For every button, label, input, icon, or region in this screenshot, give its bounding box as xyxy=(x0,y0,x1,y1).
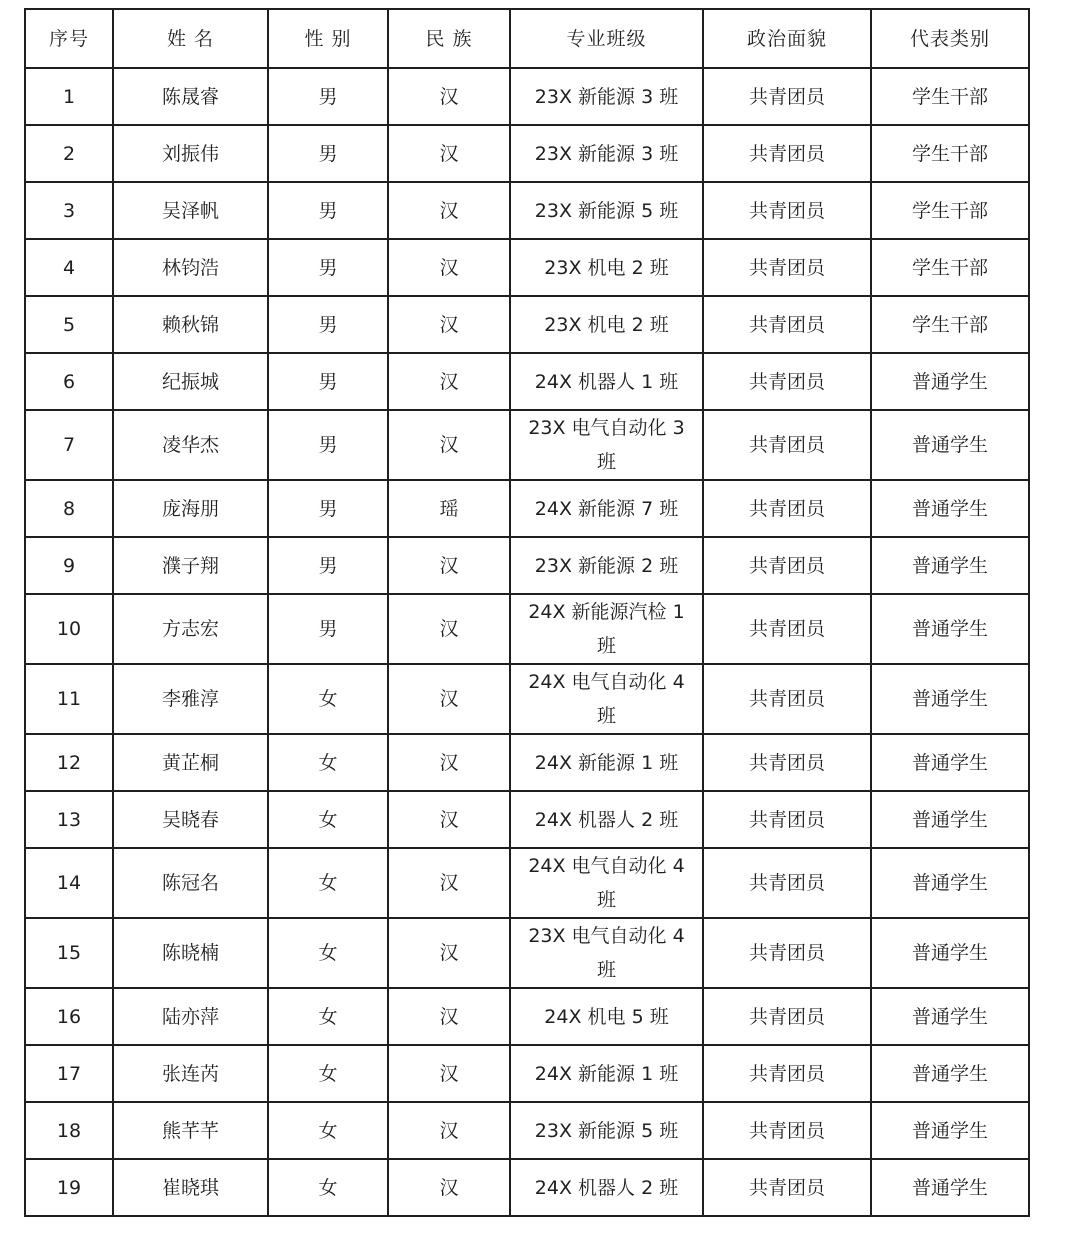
header-gender: 性 别 xyxy=(268,9,388,68)
category-cell: 学生干部 xyxy=(871,68,1029,125)
category-cell: 普通学生 xyxy=(871,664,1029,734)
name-cell: 刘振伟 xyxy=(113,125,268,182)
political-status-cell: 共青团员 xyxy=(703,239,871,296)
category-cell: 普通学生 xyxy=(871,537,1029,594)
category-cell: 普通学生 xyxy=(871,988,1029,1045)
name-cell: 凌华杰 xyxy=(113,410,268,480)
major-class-text: 23X 新能源 3 班 xyxy=(534,85,679,108)
name-cell: 陈冠名 xyxy=(113,848,268,918)
category-cell: 普通学生 xyxy=(871,594,1029,664)
major-class-text: 24X 新能源汽检 1 班 xyxy=(528,601,685,657)
political-status-cell: 共青团员 xyxy=(703,182,871,239)
name-cell: 庞海朋 xyxy=(113,480,268,537)
ethnicity-cell: 汉 xyxy=(388,296,510,353)
political-status-cell: 共青团员 xyxy=(703,988,871,1045)
table-row xyxy=(25,239,1029,296)
representative-roster xyxy=(24,8,1028,1217)
name-cell: 林钧浩 xyxy=(113,239,268,296)
name-cell: 吴晓春 xyxy=(113,791,268,848)
ethnicity-cell: 汉 xyxy=(388,537,510,594)
header-name: 姓 名 xyxy=(113,9,268,68)
serial-number-cell: 14 xyxy=(25,848,113,918)
serial-number-cell: 3 xyxy=(25,182,113,239)
ethnicity-cell: 汉 xyxy=(388,848,510,918)
major-class-cell xyxy=(510,125,703,182)
major-class-cell xyxy=(510,848,703,918)
major-class-cell xyxy=(510,480,703,537)
gender-cell: 女 xyxy=(268,918,388,988)
gender-cell: 女 xyxy=(268,848,388,918)
political-status-cell: 共青团员 xyxy=(703,734,871,791)
major-class-cell xyxy=(510,1159,703,1216)
name-cell: 方志宏 xyxy=(113,594,268,664)
major-class-cell xyxy=(510,988,703,1045)
ethnicity-cell: 汉 xyxy=(388,594,510,664)
table-row xyxy=(25,791,1029,848)
major-class-cell xyxy=(510,537,703,594)
category-cell: 学生干部 xyxy=(871,125,1029,182)
serial-number-cell: 17 xyxy=(25,1045,113,1102)
ethnicity-cell: 汉 xyxy=(388,182,510,239)
political-status-cell: 共青团员 xyxy=(703,537,871,594)
major-class-text: 23X 电气自动化 4 班 xyxy=(528,925,685,981)
ethnicity-cell: 汉 xyxy=(388,1159,510,1216)
serial-number-cell: 18 xyxy=(25,1102,113,1159)
name-cell: 陈晟睿 xyxy=(113,68,268,125)
gender-cell: 男 xyxy=(268,239,388,296)
name-cell: 陆亦萍 xyxy=(113,988,268,1045)
gender-cell: 女 xyxy=(268,1045,388,1102)
name-cell: 陈晓楠 xyxy=(113,918,268,988)
ethnicity-cell: 汉 xyxy=(388,1102,510,1159)
major-class-text: 24X 机电 5 班 xyxy=(544,1005,669,1028)
ethnicity-cell: 汉 xyxy=(388,353,510,410)
political-status-cell: 共青团员 xyxy=(703,410,871,480)
gender-cell: 女 xyxy=(268,1159,388,1216)
category-cell: 普通学生 xyxy=(871,1102,1029,1159)
table-row xyxy=(25,353,1029,410)
category-cell: 学生干部 xyxy=(871,182,1029,239)
serial-number-cell: 4 xyxy=(25,239,113,296)
table-row xyxy=(25,182,1029,239)
gender-cell: 男 xyxy=(268,410,388,480)
serial-number-cell: 11 xyxy=(25,664,113,734)
header-representative-category: 代表类别 xyxy=(871,9,1029,68)
major-class-cell xyxy=(510,1045,703,1102)
political-status-cell: 共青团员 xyxy=(703,664,871,734)
serial-number-cell: 7 xyxy=(25,410,113,480)
table-row xyxy=(25,1159,1029,1216)
ethnicity-cell: 汉 xyxy=(388,68,510,125)
table-row xyxy=(25,296,1029,353)
major-class-text: 23X 新能源 2 班 xyxy=(534,554,679,577)
major-class-text: 23X 机电 2 班 xyxy=(544,313,669,336)
ethnicity-cell: 汉 xyxy=(388,988,510,1045)
table-row xyxy=(25,734,1029,791)
table-row xyxy=(25,1045,1029,1102)
serial-number-cell: 16 xyxy=(25,988,113,1045)
gender-cell: 男 xyxy=(268,353,388,410)
major-class-cell xyxy=(510,664,703,734)
gender-cell: 女 xyxy=(268,791,388,848)
political-status-cell: 共青团员 xyxy=(703,1045,871,1102)
major-class-text: 23X 新能源 3 班 xyxy=(534,142,679,165)
ethnicity-cell: 汉 xyxy=(388,239,510,296)
major-class-text: 23X 机电 2 班 xyxy=(544,256,669,279)
category-cell: 学生干部 xyxy=(871,296,1029,353)
major-class-cell xyxy=(510,239,703,296)
name-cell: 李雅淳 xyxy=(113,664,268,734)
name-cell: 黄芷桐 xyxy=(113,734,268,791)
major-class-text: 24X 电气自动化 4 班 xyxy=(528,855,685,911)
major-class-cell xyxy=(510,68,703,125)
category-cell: 普通学生 xyxy=(871,734,1029,791)
political-status-cell: 共青团员 xyxy=(703,918,871,988)
political-status-cell: 共青团员 xyxy=(703,1159,871,1216)
name-cell: 纪振城 xyxy=(113,353,268,410)
major-class-cell xyxy=(510,353,703,410)
major-class-cell xyxy=(510,1102,703,1159)
category-cell: 学生干部 xyxy=(871,239,1029,296)
name-cell: 赖秋锦 xyxy=(113,296,268,353)
roster-table xyxy=(24,8,1030,1217)
table-row xyxy=(25,480,1029,537)
major-class-cell xyxy=(510,410,703,480)
table-row xyxy=(25,918,1029,988)
gender-cell: 男 xyxy=(268,594,388,664)
table-row xyxy=(25,594,1029,664)
name-cell: 张连芮 xyxy=(113,1045,268,1102)
gender-cell: 男 xyxy=(268,537,388,594)
serial-number-cell: 10 xyxy=(25,594,113,664)
major-class-cell xyxy=(510,791,703,848)
major-class-cell xyxy=(510,296,703,353)
ethnicity-cell: 汉 xyxy=(388,918,510,988)
ethnicity-cell: 瑶 xyxy=(388,480,510,537)
ethnicity-cell: 汉 xyxy=(388,1045,510,1102)
gender-cell: 女 xyxy=(268,664,388,734)
major-class-cell xyxy=(510,734,703,791)
category-cell: 普通学生 xyxy=(871,918,1029,988)
gender-cell: 男 xyxy=(268,480,388,537)
header-major-class: 专业班级 xyxy=(510,9,703,68)
major-class-text: 24X 机器人 2 班 xyxy=(534,1176,679,1199)
table-row xyxy=(25,1102,1029,1159)
political-status-cell: 共青团员 xyxy=(703,68,871,125)
major-class-cell xyxy=(510,594,703,664)
gender-cell: 女 xyxy=(268,734,388,791)
gender-cell: 女 xyxy=(268,1102,388,1159)
major-class-cell xyxy=(510,182,703,239)
table-row xyxy=(25,68,1029,125)
political-status-cell: 共青团员 xyxy=(703,594,871,664)
ethnicity-cell: 汉 xyxy=(388,664,510,734)
serial-number-cell: 6 xyxy=(25,353,113,410)
major-class-cell xyxy=(510,918,703,988)
political-status-cell: 共青团员 xyxy=(703,791,871,848)
major-class-text: 24X 新能源 1 班 xyxy=(534,751,679,774)
header-serial-number: 序号 xyxy=(25,9,113,68)
name-cell: 濮子翔 xyxy=(113,537,268,594)
gender-cell: 男 xyxy=(268,182,388,239)
serial-number-cell: 2 xyxy=(25,125,113,182)
gender-cell: 男 xyxy=(268,68,388,125)
table-body xyxy=(25,68,1029,1216)
category-cell: 普通学生 xyxy=(871,353,1029,410)
table-row xyxy=(25,410,1029,480)
table-row xyxy=(25,848,1029,918)
table-header-row xyxy=(25,9,1029,68)
ethnicity-cell: 汉 xyxy=(388,734,510,791)
serial-number-cell: 5 xyxy=(25,296,113,353)
category-cell: 普通学生 xyxy=(871,410,1029,480)
political-status-cell: 共青团员 xyxy=(703,296,871,353)
category-cell: 普通学生 xyxy=(871,1159,1029,1216)
name-cell: 熊芊芊 xyxy=(113,1102,268,1159)
category-cell: 普通学生 xyxy=(871,1045,1029,1102)
ethnicity-cell: 汉 xyxy=(388,410,510,480)
header-political-status: 政治面貌 xyxy=(703,9,871,68)
serial-number-cell: 8 xyxy=(25,480,113,537)
table-row xyxy=(25,664,1029,734)
major-class-text: 24X 新能源 7 班 xyxy=(534,497,679,520)
category-cell: 普通学生 xyxy=(871,791,1029,848)
major-class-text: 23X 电气自动化 3 班 xyxy=(528,417,685,473)
gender-cell: 男 xyxy=(268,296,388,353)
serial-number-cell: 12 xyxy=(25,734,113,791)
major-class-text: 23X 新能源 5 班 xyxy=(534,1119,679,1142)
gender-cell: 男 xyxy=(268,125,388,182)
ethnicity-cell: 汉 xyxy=(388,791,510,848)
ethnicity-cell: 汉 xyxy=(388,125,510,182)
major-class-text: 24X 机器人 1 班 xyxy=(534,370,679,393)
political-status-cell: 共青团员 xyxy=(703,125,871,182)
political-status-cell: 共青团员 xyxy=(703,848,871,918)
table-row xyxy=(25,125,1029,182)
category-cell: 普通学生 xyxy=(871,848,1029,918)
major-class-text: 24X 电气自动化 4 班 xyxy=(528,671,685,727)
major-class-text: 23X 新能源 5 班 xyxy=(534,199,679,222)
table-row xyxy=(25,537,1029,594)
political-status-cell: 共青团员 xyxy=(703,480,871,537)
category-cell: 普通学生 xyxy=(871,480,1029,537)
gender-cell: 女 xyxy=(268,988,388,1045)
header-ethnicity: 民 族 xyxy=(388,9,510,68)
serial-number-cell: 9 xyxy=(25,537,113,594)
serial-number-cell: 1 xyxy=(25,68,113,125)
name-cell: 崔晓琪 xyxy=(113,1159,268,1216)
serial-number-cell: 13 xyxy=(25,791,113,848)
major-class-text: 24X 新能源 1 班 xyxy=(534,1062,679,1085)
major-class-text: 24X 机器人 2 班 xyxy=(534,808,679,831)
serial-number-cell: 15 xyxy=(25,918,113,988)
political-status-cell: 共青团员 xyxy=(703,353,871,410)
political-status-cell: 共青团员 xyxy=(703,1102,871,1159)
serial-number-cell: 19 xyxy=(25,1159,113,1216)
name-cell: 吴泽帆 xyxy=(113,182,268,239)
table-row xyxy=(25,988,1029,1045)
